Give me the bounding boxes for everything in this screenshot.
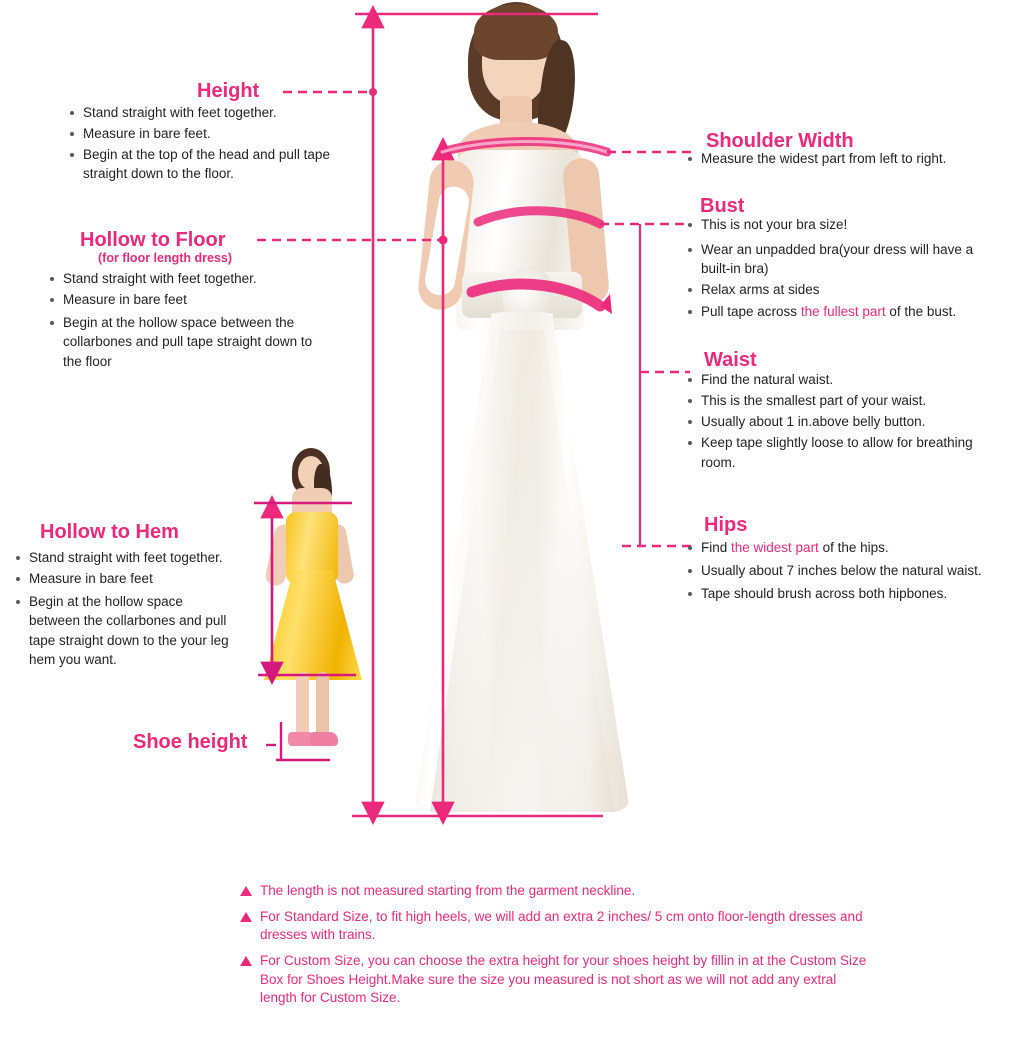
- list-item: Stand straight with feet together.: [68, 103, 348, 122]
- bride-illustration: [370, 0, 670, 820]
- hips-heading: Hips: [704, 514, 748, 536]
- hollow-to-hem-heading: Hollow to Hem: [40, 521, 179, 543]
- shoulder-width-bullets: [686, 149, 1006, 170]
- bust-rich-after: of the bust.: [885, 303, 957, 319]
- list-item: Keep tape slightly loose to allow for breathing room.: [686, 433, 1006, 471]
- bust-rich-highlight: the fullest part: [800, 303, 886, 319]
- list-item: [686, 302, 1006, 321]
- hollow-to-hem-bullets: [14, 548, 236, 671]
- hips-bullets: [686, 538, 1006, 605]
- footnote-item: For Standard Size, to fit high heels, we will add an extra 2 inches/ 5 cm onto floor-length dresses and dresses with trains.: [240, 908, 870, 945]
- list-item: Relax arms at sides: [686, 280, 1006, 299]
- waist-heading: Waist: [704, 349, 757, 371]
- list-item: Begin at the hollow space between the collarbones and pull tape straight down to the floor: [48, 313, 330, 370]
- list-item: Begin at the hollow space between the collarbones and pull tape straight down to the your leg hem you want.: [14, 592, 236, 669]
- list-item: Usually about 1 in.above belly button.: [686, 412, 1006, 431]
- height-bullets: [68, 103, 348, 186]
- hollow-to-floor-bullets: [48, 269, 330, 373]
- waist-bullets: [686, 370, 1006, 474]
- list-item: Measure in bare feet: [48, 290, 330, 309]
- bust-heading: Bust: [700, 195, 745, 217]
- shoulder-width-heading: Shoulder Width: [706, 130, 854, 152]
- hips-rich-after: of the hips.: [818, 540, 889, 555]
- footnotes: [240, 882, 870, 1015]
- footnote-item: For Custom Size, you can choose the extra height for your shoes height by fillin in at the Custom Size Box for Shoes Height.Make sure the size you measured is not short as we will not add any extral length for Custom Size.: [240, 952, 870, 1008]
- list-item: This is the smallest part of your waist.: [686, 391, 1006, 410]
- list-item: Stand straight with feet together.: [14, 548, 236, 567]
- bust-bullets: [686, 215, 1006, 323]
- hips-rich-highlight: the widest part: [731, 540, 819, 555]
- bust-rich-before: Pull tape across: [701, 303, 801, 319]
- hips-rich-before: Find: [701, 540, 732, 555]
- list-item: Measure in bare feet.: [68, 124, 348, 143]
- list-item: Find the natural waist.: [686, 370, 1006, 389]
- list-item: Measure in bare feet: [14, 569, 236, 588]
- shoe-height-heading: Shoe height: [133, 731, 248, 753]
- list-item: Measure the widest part from left to right.: [686, 149, 1006, 168]
- list-item: Tape should brush across both hipbones.: [686, 584, 1006, 603]
- list-item: [686, 538, 1006, 557]
- list-item: Begin at the top of the head and pull tape straight down to the floor.: [68, 145, 348, 183]
- list-item: This is not your bra size!: [686, 215, 1006, 234]
- list-item: Wear an unpadded bra(your dress will have a built-in bra): [686, 240, 1006, 278]
- hollow-to-floor-heading: Hollow to Floor: [80, 229, 226, 251]
- hollow-to-floor-subheading: (for floor length dress): [98, 251, 233, 265]
- height-heading: Height: [197, 80, 260, 102]
- list-item: Stand straight with feet together.: [48, 269, 330, 288]
- short-dress-illustration: [248, 440, 388, 770]
- footnote-item: The length is not measured starting from the garment neckline.: [240, 882, 870, 901]
- list-item: Usually about 7 inches below the natural waist.: [686, 561, 1006, 580]
